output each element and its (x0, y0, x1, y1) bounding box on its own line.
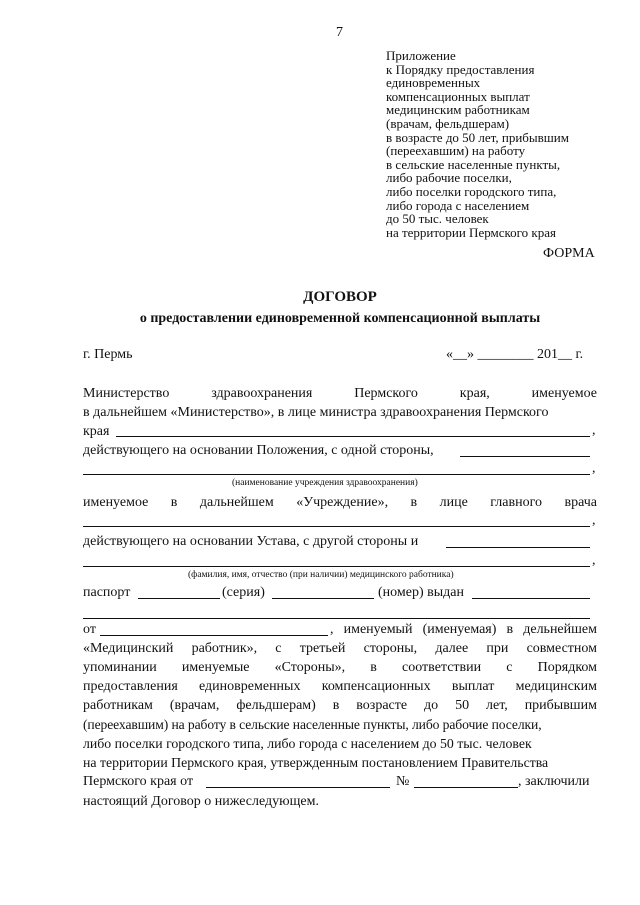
word: единовременных (199, 679, 301, 694)
word: упоминании (83, 660, 157, 675)
word: «Учреждение», (296, 495, 389, 510)
word: прибывшим (524, 698, 597, 713)
paragraph-3-line-8: на территории Пермского края, утвержденным постановлением Правительства (83, 755, 549, 770)
paragraph-2-line-3: действующего на основании Устава, с другой стороны и (83, 534, 419, 549)
word: Пермского (354, 386, 418, 401)
word: 50 (455, 698, 470, 713)
appendix-line: (врачам, фельдшерам) (386, 115, 510, 131)
page-number: 7 (336, 25, 343, 40)
passport-series-field[interactable] (138, 598, 220, 599)
comma: , (592, 513, 596, 528)
word: лице (439, 495, 468, 510)
paragraph-3-line-6: (переехавшим) на работу в сельские населенные пункты, либо рабочие поселки, (83, 717, 542, 732)
city: г. Пермь (83, 347, 133, 362)
paragraph-1-line-1 (83, 385, 597, 402)
series-label: (серия) (222, 585, 265, 600)
resolution-date-field[interactable] (206, 787, 390, 788)
appendix-line: единовременных (386, 75, 481, 91)
word: выплат (451, 679, 495, 694)
form-label: ФОРМА (543, 246, 595, 261)
comma: , (592, 423, 596, 438)
worker-name-field[interactable] (83, 566, 590, 567)
word: в (370, 660, 377, 675)
word: предоставления (83, 679, 178, 694)
from-label: от (83, 622, 96, 637)
paragraph-1-line-4: действующего на основании Положения, с одной стороны, (83, 443, 434, 458)
appendix-line: до 50 тыс. человек (386, 211, 489, 227)
comma: , (592, 553, 596, 568)
word: до (424, 698, 439, 713)
word: в (332, 698, 340, 713)
passport-number-field[interactable] (272, 598, 374, 599)
word: «Стороны», (274, 660, 346, 675)
comma: , (592, 461, 596, 476)
word: работникам (83, 698, 153, 713)
appendix-line: либо рабочие поселки, (386, 170, 512, 186)
paragraph-3-line-1: , именуемый (именуемая) в дельнейшем (330, 622, 597, 637)
appendix-line: в сельские населенные пункты, (386, 156, 561, 172)
word: медицинским (515, 679, 597, 694)
word: именуемые (181, 660, 250, 675)
paragraph-3-last-line: настоящий Договор о нижеследующем. (83, 794, 319, 809)
chief-doctor-field[interactable] (83, 526, 590, 527)
number-sign: № (396, 774, 410, 789)
passport-issuer-field-2[interactable] (83, 618, 590, 619)
paragraph-1-line-3: края (83, 424, 110, 439)
appendix-line: медицинским работникам (386, 102, 530, 118)
word: Министерство (83, 386, 170, 401)
appendix-block (386, 49, 569, 239)
passport-issuer-field[interactable] (472, 598, 590, 599)
word: лет, (486, 698, 508, 713)
paragraph-3-line-4 (83, 677, 597, 696)
word: в (410, 495, 418, 510)
word: здравоохранения (211, 386, 313, 401)
word: главного (490, 495, 542, 510)
regulation-field[interactable] (460, 456, 590, 457)
appendix-line: либо города с населением (386, 197, 530, 213)
document-title: ДОГОВОР (303, 289, 377, 305)
word: (врачам, (169, 698, 220, 713)
issued-label: (номер) выдан (378, 585, 464, 600)
appendix-line: к Порядку предоставления (386, 61, 535, 77)
word: в (170, 495, 178, 510)
paragraph-3-line-7: либо поселки городского типа, либо города с населением до 50 тыс. человек (83, 736, 532, 751)
word: дальнейшем (199, 495, 274, 510)
institution-caption: (наименование учреждения здравоохранения) (232, 478, 418, 488)
word: с (506, 660, 513, 675)
paragraph-3-line-5 (83, 696, 597, 715)
paragraph-2-line-1 (83, 494, 597, 511)
paragraph-3-line-2: «Медицинский работник», с третьей стороны, далее при совместном (83, 641, 597, 656)
institution-name-field[interactable] (83, 474, 590, 475)
paragraph-1-line-2: в дальнейшем «Министерство», в лице министра здравоохранения Пермского (83, 405, 549, 420)
paragraph-3-line-3 (83, 658, 597, 677)
appendix-line: (переехавшим) на работу (386, 143, 526, 159)
word: фельдшерам) (236, 698, 316, 713)
appendix-line: на территории Пермского края (386, 224, 556, 240)
appendix-line: Приложение (386, 48, 456, 63)
word: компенсационных (321, 679, 431, 694)
charter-field[interactable] (446, 547, 590, 548)
appendix-line: либо поселки городского типа, (386, 183, 557, 199)
approved-from-label: Пермского края от (83, 774, 194, 789)
word: именуемое (531, 386, 597, 401)
passport-label: паспорт (83, 585, 131, 600)
word: Порядком (537, 660, 597, 675)
appendix-line: в возрасте до 50 лет, прибывшим (386, 129, 569, 145)
word: врача (564, 495, 597, 510)
appendix-line: компенсационных выплат (386, 88, 530, 104)
resolution-number-field[interactable] (414, 787, 518, 788)
concluded-label: , заключили (518, 774, 590, 789)
minister-name-field[interactable] (116, 436, 590, 437)
document-subtitle: о предоставлении единовременной компенсационной выплаты (139, 311, 541, 326)
word: края, (459, 386, 490, 401)
passport-date-field[interactable] (100, 635, 328, 636)
worker-caption: (фамилия, имя, отчество (при наличии) медицинского работника) (188, 570, 454, 580)
word: именуемое (83, 495, 149, 510)
word: возрасте (356, 698, 408, 713)
word: соответствии (402, 660, 482, 675)
contract-date: «__» ________ 201__ г. (446, 347, 584, 362)
